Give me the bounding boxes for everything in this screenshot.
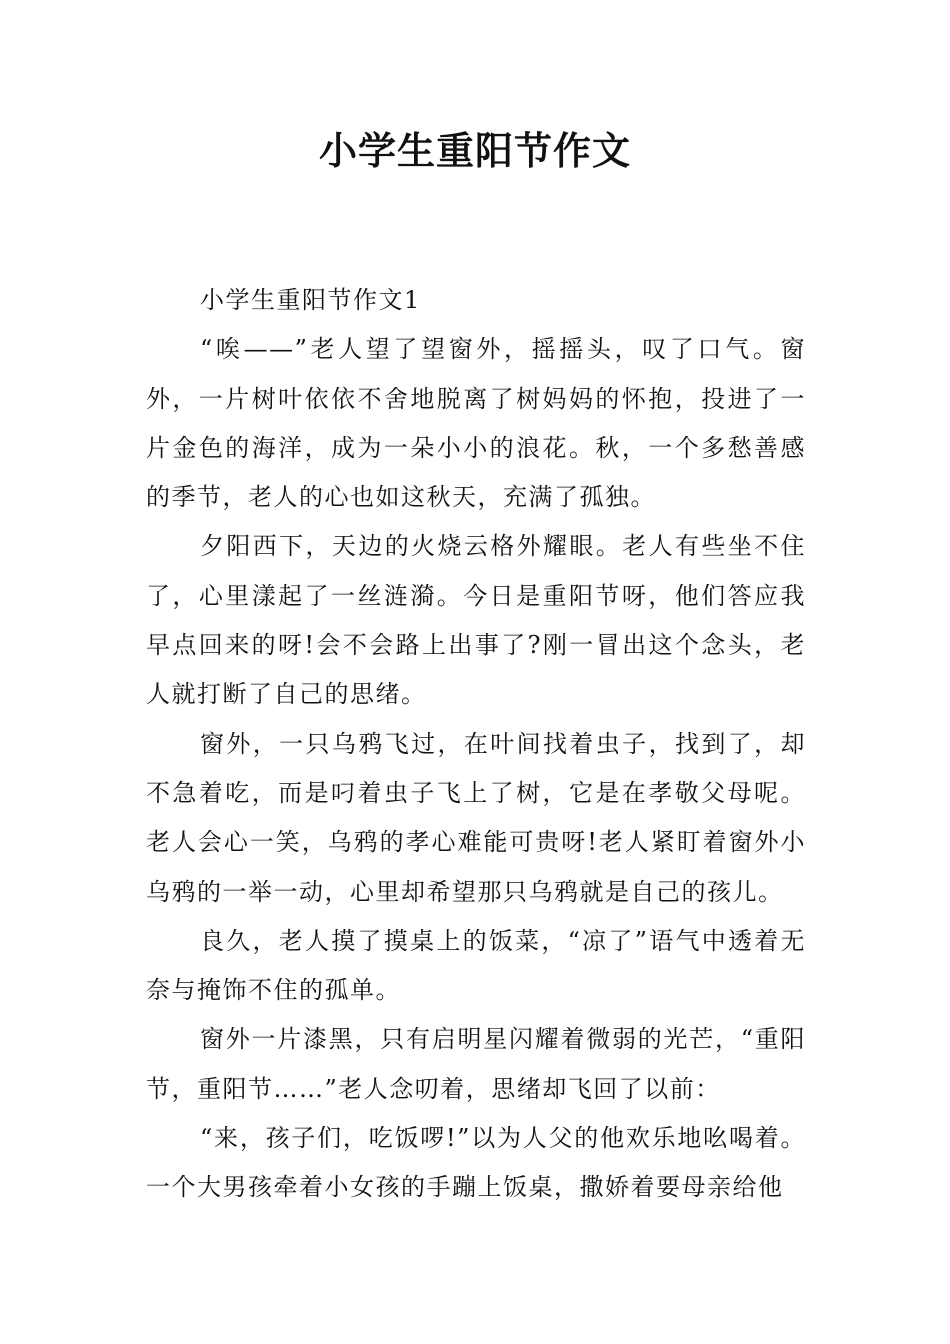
document-body	[146, 276, 806, 1213]
document-title: 小学生重阳节作文	[318, 129, 631, 173]
paragraph: 良久，老人摸了摸桌上的饭菜，“凉了”语气中透着无奈与掩饰不住的孤单。	[146, 926, 806, 1005]
paragraph: 窗外一片漆黑，只有启明星闪耀着微弱的光芒，“重阳节，重阳节……”老人念叨着，思绪却飞回了以前：	[146, 1025, 806, 1103]
section-heading: 小学生重阳节作文1	[200, 286, 421, 314]
paragraph: 夕阳西下，天边的火烧云格外耀眼。老人有些坐不住了，心里漾起了一丝涟漪。今日是重阳节呀，他们答应我早点回来的呀!会不会路上出事了?刚一冒出这个念头，老人就打断了自己的思绪。	[146, 532, 806, 709]
paragraph: “来，孩子们，吃饭啰!”以为人父的他欢乐地吆喝着。一个大男孩牵着小女孩的手蹦上饭桌，撒娇着要母亲给他	[146, 1124, 806, 1202]
paragraph: 窗外，一只乌鸦飞过，在叶间找着虫子，找到了，却不急着吃，而是叼着虫子飞上了树，它是在孝敬父母呢。老人会心一笑，乌鸦的孝心难能可贵呀!老人紧盯着窗外小乌鸦的一举一动，心里却希望那只乌鸦就是自己的孩儿。	[146, 729, 806, 906]
paragraph: “唉——”老人望了望窗外，摇摇头，叹了口气。窗外，一片树叶依依不舍地脱离了树妈妈的怀抱，投进了一片金色的海洋，成为一朵小小的浪花。秋，一个多愁善感的季节，老人的心也如这秋天，充满了孤独。	[146, 335, 806, 512]
